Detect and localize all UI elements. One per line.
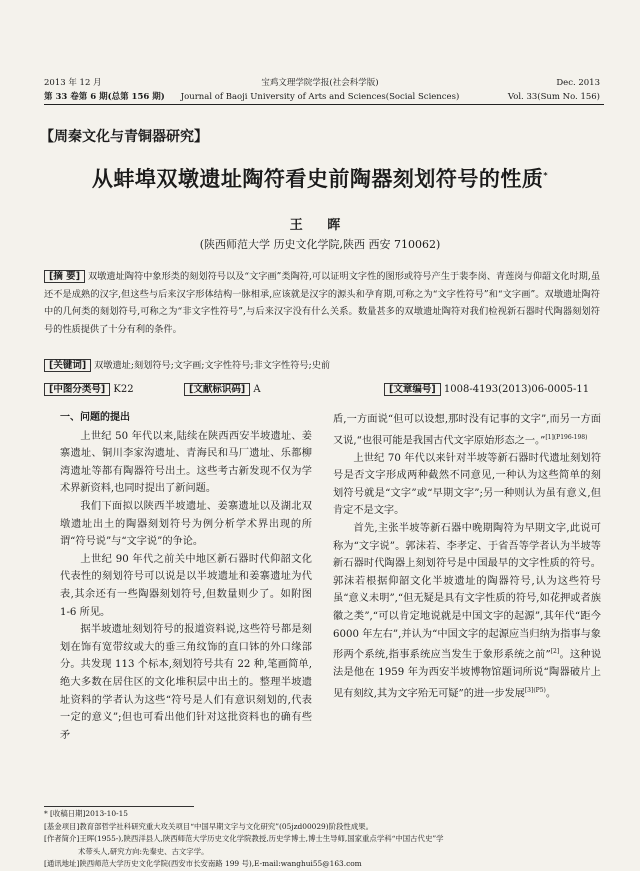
clc-value: K22 bbox=[113, 384, 134, 395]
footnote-funding: [基金项目]教育部哲学社科研究重大攻关项目“中国早期文字与文化研究”(05jzd00029)阶段性成果。 bbox=[44, 821, 373, 831]
paragraph: 上世纪 90 年代之前关中地区新石器时代仰韶文化代表性的刻划符号可以说是以半坡遗址和姜寨遗址为代表,其余还有一些陶器刻划符号,但数量则少了。如附图 1-6 所见。 bbox=[60, 553, 312, 618]
paragraph-text: 首先,主张半坡等新石器中晚期陶符为早期文字,此说可称为“文字说”。郭沫若、李孝定、于省吾等学者认为半坡等新石器时代陶器上刻划符号是中国最早的文字性质的符号。郭沫若根据仰韶文化半坡遗址的陶器符号,认为这些符号虽“意义未明”,“但无疑是具有文字性质的符号,如花押或者族徽之类”,“可以肯定地说就是中国文字的起源”,其年代“距今 6000 年左右”,并认为“中国文字的起源应当归纳为指事与象形两个系统,指事系统应当发生于象形系统之前” bbox=[333, 522, 601, 661]
doc-code-value: A bbox=[253, 384, 261, 395]
abstract-label: [摘 要] bbox=[44, 270, 85, 283]
abstract bbox=[44, 268, 600, 338]
footnote-address: [通讯地址]陕西师范大学历史文化学院(西安市长安南路 199 号),E-mail:wanghui55@163.com bbox=[44, 859, 362, 869]
citation-ref: [2] bbox=[550, 648, 560, 656]
section-heading: 一、问题的提出 bbox=[60, 412, 130, 423]
article-number-value: 1008-4193(2013)06-0005-11 bbox=[443, 384, 590, 395]
paper-title-text: 从蚌埠双墩遗址陶符看史前陶器刻划符号的性质 bbox=[91, 167, 544, 191]
paragraph bbox=[333, 411, 601, 450]
footnote-author-bio-cont: 术带头人,研究方向:先秦史、古文字学。 bbox=[78, 846, 209, 856]
journal-name-en: Journal of Baoji University of Arts and Sciences(Social Sciences) bbox=[180, 92, 460, 102]
paragraph bbox=[333, 450, 601, 520]
journal-date: 2013 年 12 月 bbox=[44, 78, 102, 88]
citation-ref: [3](P5) bbox=[524, 686, 546, 694]
keywords-text: 双墩遗址;刻划符号;文字画;文字性符号;非文字性符号;史前 bbox=[94, 360, 331, 371]
section-tag: 【周秦文化与青铜器研究】 bbox=[40, 129, 208, 145]
article-number-label: [文章编号] bbox=[384, 383, 441, 396]
paragraph bbox=[333, 520, 601, 703]
journal-name-cn: 宝鸡文理学院学报(社会科学版) bbox=[261, 78, 379, 88]
paragraph: 上世纪 50 年代以来,陆续在陕西西安半坡遗址、姜寨遗址、铜川李家沟遗址、青海民和马厂遗址、乐都柳湾遗址等都有陶器符号出土。这些考古新发现不仅为学术界新资料,也同时提出了新问题。 bbox=[60, 430, 312, 495]
author-affiliation: (陕西师范大学 历史文化学院,陕西 西安 710062) bbox=[199, 238, 441, 251]
clc-label: [中图分类号] bbox=[44, 383, 110, 396]
paragraph-text-tail: 。这种说法是他在 1959 年为西安半坡博物馆题词所说“陶器破片上见有刻纹,其为文字殆无可疑”的进一步发展 bbox=[333, 649, 602, 700]
footnote-author-bio: [作者简介]王晖(1955-),陕西洋县人,陕西师范大学历史文化学院教授,历史学博士,博士生导师,国家重点学科“中国古代史”学 bbox=[44, 834, 444, 844]
keywords bbox=[44, 357, 600, 371]
paper-title bbox=[0, 163, 640, 193]
abstract-text: 双墩遗址陶符中象形类的刻划符号以及“文字画”类陶符,可以证明文字性的图形或符号产生于裴李岗、青莲岗与仰韶文化时期,虽还不是成熟的汉字,但这些与后来汉字形体结构一脉相承,应该就是汉字的源头和孕育期,可称之为“文字性符号”和“文字画”。双墩遗址陶符中的几何类的刻划符号,可称之为“非文字性符号”,与后来汉字没有什么关系。数量甚多的双墩遗址陶符对我们检视新石器时代陶器刻划符号的性质提供了十分有利的条件。 bbox=[44, 271, 601, 335]
paragraph-text: 盾,一方面说“但可以设想,那时没有记事的文字”,而另一方面又说,“也很可能是我国古代文字原始形态之一。” bbox=[333, 414, 601, 446]
title-footnote-mark: * bbox=[543, 171, 549, 180]
footnotes bbox=[44, 808, 604, 871]
journal-volume-en: Vol. 33(Sum No. 156) bbox=[507, 92, 600, 102]
keywords-label: [关键词] bbox=[44, 359, 91, 372]
journal-date-en bbox=[508, 76, 600, 104]
footnote-divider bbox=[44, 806, 194, 807]
journal-volume-cn: 第 33 卷第 6 期(总第 156 期) bbox=[44, 92, 165, 102]
journal-month-en: Dec. 2013 bbox=[556, 78, 600, 88]
citation-ref: [1](P196-198) bbox=[545, 433, 588, 441]
paragraph-text: 上世纪 70 年代以来针对半坡等新石器时代遗址刻划符号是否文字形成两种截然不同意见,一种认为这些简单的刻划符号就是“文字”或“早期文字”;另一种则认为虽有意义,但肯定不是文字。 bbox=[333, 452, 601, 517]
doc-code-label: [文献标识码] bbox=[184, 383, 250, 396]
paragraph-text-end: 。 bbox=[545, 688, 557, 700]
author-name: 王 晖 bbox=[289, 218, 351, 233]
classification-line bbox=[44, 381, 614, 395]
paragraph: 据半坡遗址刻划符号的报道资料说,这些符号都是刻划在饰有宽带纹或大的垂三角纹饰的直口钵的外口缘部分。共发现 113 个标本,刻划符号共有 22 种,笔画简单,绝大多数在居住区的文化堆积层中出土的。整理半坡遗址资料的学者认为这些“符号是人们有意识刻划的,代表一定的意义”;但也可看出他们针对这批资料也的确有些矛 bbox=[60, 624, 312, 741]
body-right-column bbox=[333, 411, 601, 703]
footnote-received-date: * [收稿日期]2013-10-15 bbox=[44, 809, 128, 818]
header-divider bbox=[44, 104, 604, 105]
body-left-column bbox=[60, 409, 312, 744]
paragraph: 我们下面拟以陕西半坡遗址、姜寨遗址以及湖北双墩遗址出土的陶器刻划符号为例分析学术界出现的所谓“符号说”与“文字说”的争论。 bbox=[60, 500, 312, 548]
